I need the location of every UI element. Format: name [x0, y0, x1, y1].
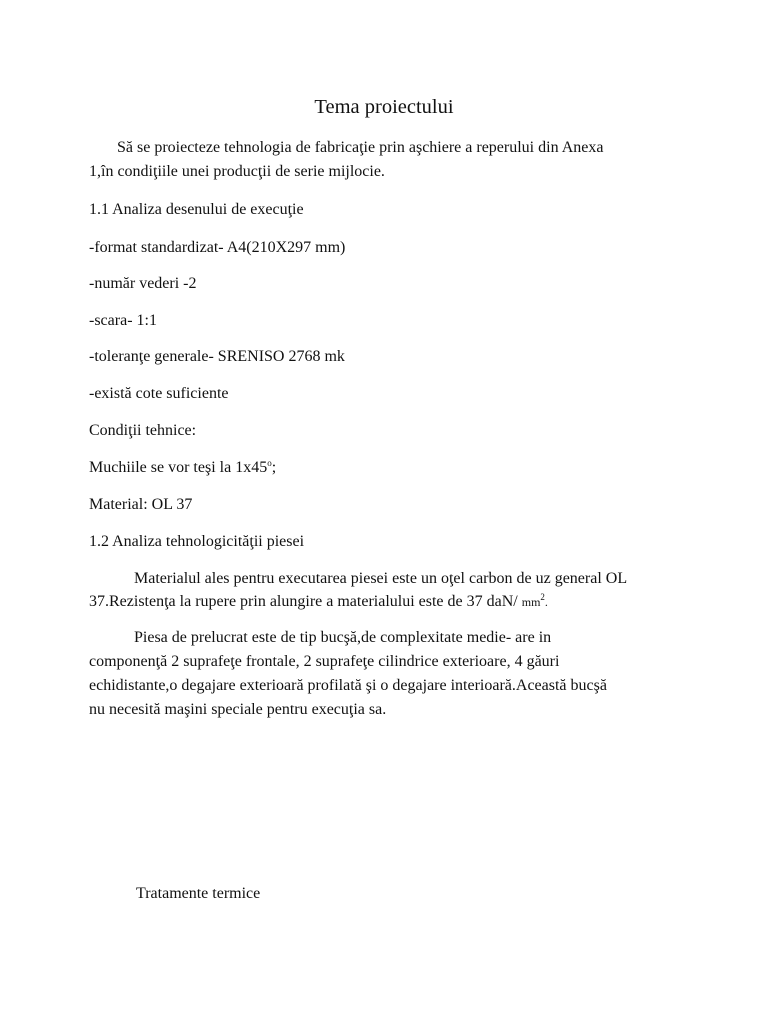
material-paragraph-end: . — [544, 595, 548, 609]
material-item: Material: OL 37 — [89, 496, 193, 513]
scale-item: -scara- 1:1 — [89, 312, 157, 329]
section-1-2-heading: 1.2 Analiza tehnologicităţii piesei — [89, 533, 305, 550]
dimensions-item: -există cote suficiente — [89, 385, 229, 402]
material-paragraph-line-2 — [89, 590, 548, 614]
piece-paragraph-line-2: componenţă 2 suprafeţe frontale, 2 suprafeţe cilindrice exterioare, 4 găuri — [89, 653, 560, 670]
tolerance-item: -toleranţe generale- SRENISO 2768 mk — [89, 348, 345, 365]
format-item: -format standardizat- A4(210X297 mm) — [89, 239, 346, 256]
intro-line-2: 1,în condiţiile unei producţii de serie mijlocie. — [89, 163, 385, 180]
edges-text: Muchiile se vor teşi la 1x45 — [89, 459, 268, 476]
degree-superscript: o — [267, 458, 272, 468]
unit-mm: mm — [521, 595, 541, 609]
material-paragraph-text: 37.Rezistenţa la rupere prin alungire a materialului este de 37 daN/ — [89, 593, 522, 610]
section-1-1-heading: 1.1 Analiza desenului de execuţie — [89, 201, 304, 218]
views-item: -număr vederi -2 — [89, 275, 197, 292]
piece-paragraph-line-3: echidistante,o degajare exterioară profilată şi o degajare interioară.Această bucşă — [89, 677, 607, 694]
intro-line-1: Să se proiecteze tehnologia de fabricaţie prin aşchiere a reperului din Anexa — [117, 139, 604, 156]
piece-paragraph-line-4: nu necesită maşini speciale pentru execuţia sa. — [89, 701, 387, 718]
edges-end: ; — [271, 459, 277, 476]
heat-treatment-heading: Tratamente termice — [136, 885, 261, 902]
technical-conditions-label: Condiţii tehnice: — [89, 422, 197, 439]
edges-condition — [89, 456, 276, 479]
document-title: Tema proiectului — [314, 96, 454, 118]
material-paragraph-line-1: Materialul ales pentru executarea piesei este un oţel carbon de uz general OL — [134, 570, 628, 587]
piece-paragraph-line-1: Piesa de prelucrat este de tip bucşă,de complexitate medie- are in — [134, 629, 552, 646]
unit-exponent: 2 — [540, 592, 545, 602]
